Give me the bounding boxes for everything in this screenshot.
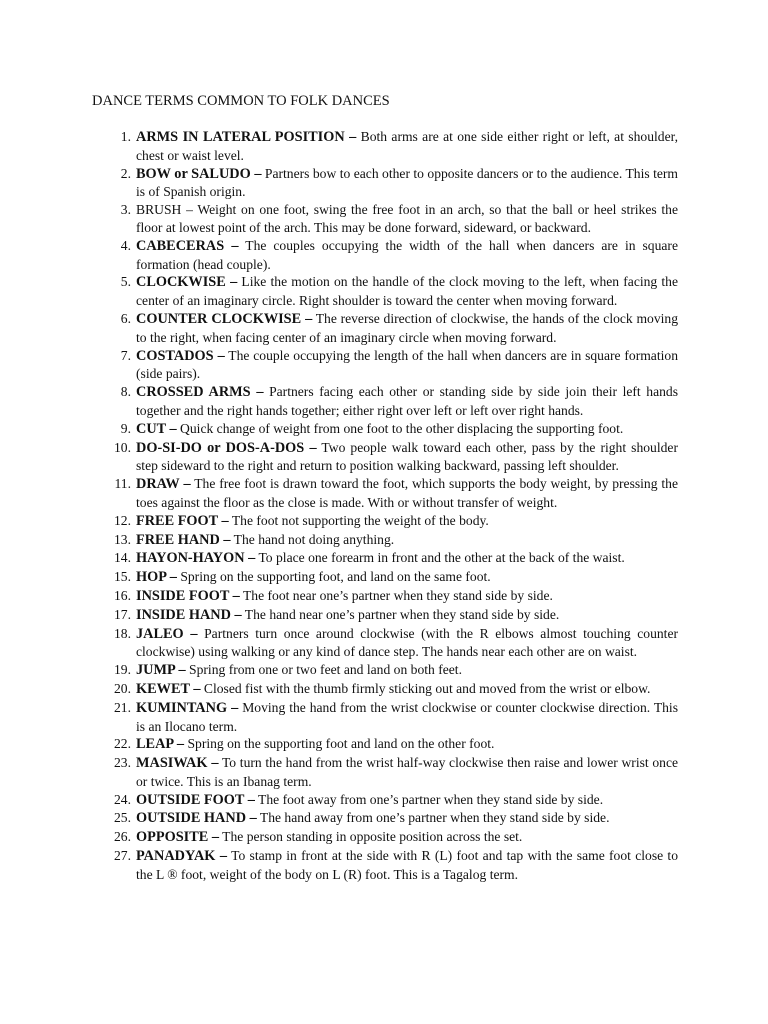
term-name: COSTADOS – [136, 347, 225, 364]
term-name: BRUSH – [136, 202, 193, 218]
item-number: 21. [114, 699, 131, 715]
list-item [114, 699, 678, 736]
list-item [120, 310, 678, 347]
term-name: CUT – [136, 420, 177, 437]
item-number: 18. [114, 625, 131, 641]
list-item [114, 568, 678, 587]
item-number: 27. [114, 848, 131, 864]
term-definition: Moving the hand from the wrist clockwise or counter clockwise direction. This is an Ilocano term. [136, 699, 678, 734]
term-definition: The couples occupying the width of the hall when dancers are in square formation (head couple). [136, 237, 678, 272]
list-item [114, 475, 678, 512]
list-item [114, 587, 678, 606]
list-item [120, 165, 679, 202]
term-name: CABECERAS – [136, 237, 239, 254]
term-name: MASIWAK – [136, 755, 219, 772]
list-item [114, 606, 678, 625]
item-number: 16. [114, 587, 131, 603]
list-item [114, 512, 678, 531]
term-definition: Spring from one or two feet and land on both feet. [185, 662, 462, 678]
item-number: 12. [114, 512, 131, 528]
item-number: 6. [120, 310, 131, 326]
term-name: JALEO – [136, 625, 198, 642]
list-item [120, 273, 678, 310]
term-name: INSIDE FOOT – [136, 587, 240, 604]
term-name: JUMP – [136, 662, 186, 679]
term-definition: The foot away from one’s partner when they stand side by side. [254, 791, 604, 807]
term-definition: The person standing in opposite position across the set. [219, 829, 523, 845]
item-number: 22. [114, 736, 131, 752]
term-definition: Weight on one foot, swing the free foot in an arch, so that the ball or heel strikes the floor at lowest point of the arch. This may be done forward, sideward, or backward. [136, 202, 678, 235]
term-definition: Both arms are at one side either right or left, at shoulder, chest or waist level. [136, 129, 678, 163]
list-item [114, 531, 678, 550]
term-definition: The reverse direction of clockwise, the hands of the clock moving to the right, when facing center of an imaginary circle when moving forward. [136, 310, 678, 345]
term-definition: To place one forearm in front and the other at the back of the waist. [255, 550, 625, 566]
item-number: 25. [114, 810, 131, 826]
term-definition: The free foot is drawn toward the foot, which supports the body weight, by pressing the toes against the floor as the close is made. With or without transfer of weight. [136, 476, 678, 510]
term-definition: Spring on the supporting foot and land on the other foot. [184, 736, 495, 752]
item-number: 9. [120, 420, 131, 436]
list-item [120, 383, 678, 420]
item-number: 20. [114, 680, 131, 696]
term-name: PANADYAK – [136, 848, 228, 865]
term-name: FREE HAND – [136, 531, 231, 548]
term-definition: Quick change of weight from one foot to the other displacing the supporting foot. [176, 420, 624, 436]
term-definition: Spring on the supporting foot, and land on the same foot. [176, 569, 491, 585]
term-name: OPPOSITE – [136, 829, 220, 846]
term-name: DRAW – [136, 476, 191, 493]
term-definition: Partners turn once around clockwise (with the R elbows almost touching counter clockwise) using walking or any kind of dance step. The hands near each other are on waist. [136, 625, 679, 660]
term-name: OUTSIDE FOOT – [136, 791, 255, 808]
item-number: 3. [120, 202, 131, 218]
list-item [114, 791, 678, 810]
item-number: 13. [114, 531, 131, 547]
term-definition: The hand away from one’s partner when they stand side by side. [256, 810, 610, 826]
term-name: BOW or SALUDO – [136, 165, 262, 182]
term-name: HOP – [136, 569, 177, 586]
item-number: 17. [114, 606, 131, 622]
list-item [120, 237, 678, 274]
term-name: CLOCKWISE – [136, 274, 238, 291]
term-name: COUNTER CLOCKWISE – [136, 310, 313, 327]
term-definition: The foot not supporting the weight of the body. [228, 512, 489, 528]
item-number: 4. [120, 237, 131, 253]
item-number: 8. [120, 384, 131, 400]
term-definition: Closed fist with the thumb firmly sticking out and moved from the wrist or elbow. [200, 680, 651, 696]
term-definition: Like the motion on the handle of the clock moving to the left, when facing the center of an imaginary circle. Right shoulder is toward the center when moving forward. [136, 274, 678, 309]
item-number: 19. [114, 662, 131, 678]
list-item [114, 828, 678, 847]
term-name: KEWET – [136, 680, 201, 697]
term-definition: The couple occupying the length of the hall when dancers are in square formation (side pairs). [136, 347, 678, 382]
item-number: 26. [114, 829, 131, 845]
item-number: 10. [114, 439, 131, 455]
item-number: 23. [114, 755, 131, 771]
item-number: 24. [114, 791, 131, 807]
term-name: OUTSIDE HAND – [136, 810, 257, 827]
list-item [114, 809, 678, 828]
list-item [120, 347, 678, 384]
item-number: 5. [120, 274, 131, 290]
term-name: INSIDE HAND – [136, 606, 242, 623]
item-number: 7. [120, 347, 131, 363]
term-definition: To stamp in front at the side with R (L) foot and tap with the same foot close to the L ® foot, weight of the body on L (R) foot. This is a Tagalog term. [136, 848, 678, 882]
item-number: 1. [120, 129, 131, 144]
term-definition: The hand not doing anything. [230, 531, 395, 547]
list-item [114, 847, 678, 884]
term-name: ARMS IN LATERAL POSITION – [136, 129, 357, 145]
list-item [120, 201, 678, 237]
list-item [114, 754, 679, 791]
term-name: FREE FOOT – [136, 512, 229, 529]
list-item [114, 439, 678, 476]
item-number: 2. [120, 165, 131, 181]
list-item [114, 549, 678, 568]
page-title: DANCE TERMS COMMON TO FOLK DANCES [92, 93, 390, 109]
term-definition: Two people walk toward each other, pass by the right shoulder step sideward to the right and return to position walking backward, passing left shoulder. [136, 439, 678, 474]
term-definition: The hand near one’s partner when they stand side by side. [241, 606, 560, 622]
term-name: HAYON-HAYON – [136, 550, 256, 567]
term-definition: To turn the hand from the wrist half-way clockwise then raise and lower wrist once or twice. This is an Ibanag term. [136, 755, 679, 789]
item-number: 11. [114, 476, 131, 492]
term-name: DO-SI-DO or DOS-A-DOS – [136, 439, 317, 456]
list-item [114, 680, 678, 699]
term-name: CROSSED ARMS – [136, 384, 264, 401]
list-item [114, 735, 678, 754]
list-item [114, 625, 679, 662]
list-item [120, 420, 678, 439]
term-definition: Partners bow to each other to opposite dancers or to the audience. This term is of Spanish origin. [136, 165, 679, 200]
term-name: LEAP – [136, 736, 185, 753]
list-item [120, 128, 678, 165]
terms-list [114, 128, 679, 884]
item-number: 15. [114, 569, 131, 585]
term-definition: The foot near one’s partner when they stand side by side. [239, 587, 553, 603]
item-number: 14. [114, 550, 131, 566]
term-name: KUMINTANG – [136, 699, 239, 716]
list-item [114, 661, 678, 680]
term-definition: Partners facing each other or standing side by side join their left hands together and the right hands together; either right over left or left over right hands. [136, 384, 678, 418]
